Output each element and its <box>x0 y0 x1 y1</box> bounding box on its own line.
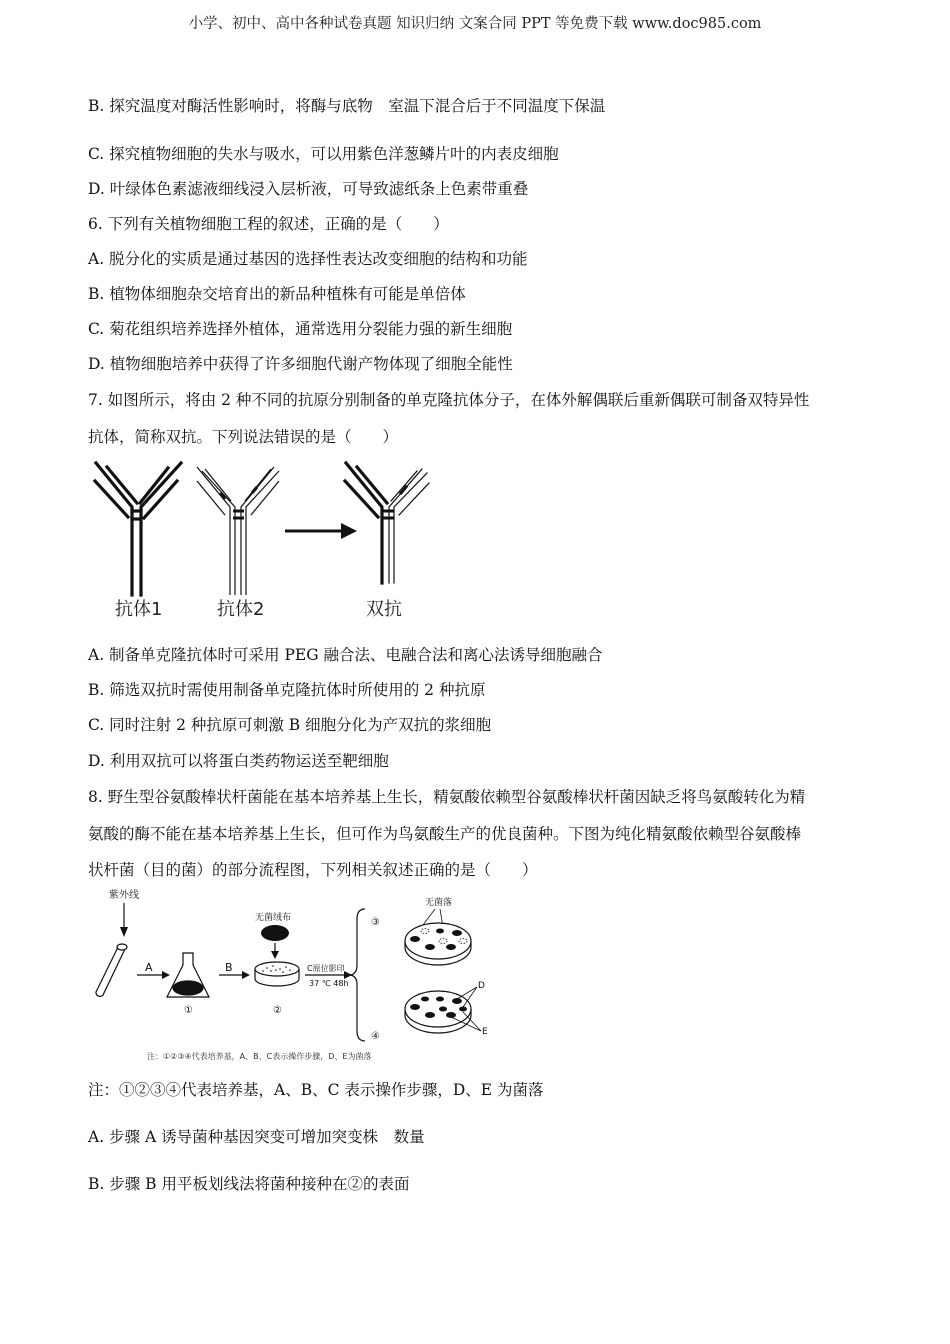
sterile-cloth-label: 无菌绒布 <box>255 913 292 923</box>
option-6b: B. 植物体细胞杂交培育出的新品种植株有可能是单倍体 <box>88 285 466 303</box>
antibody-2-icon <box>197 467 279 595</box>
culture-flow-figure <box>85 885 505 1065</box>
option-5b: B. 探究温度对酶活性影响时，将酶与底物 室温下混合后于不同温度下保温 <box>88 97 606 115</box>
note-line: 注：①②③④代表培养基，A、B、C 表示操作步骤，D、E 为菌落 <box>88 1081 544 1099</box>
question-6: 6. 下列有关植物细胞工程的叙述，正确的是（ ） <box>88 215 449 233</box>
option-5d: D. 叶绿体色素滤液细线浸入层析液，可导致滤纸条上色素带重叠 <box>88 180 529 198</box>
option-8a: A. 步骤 A 诱导菌种基因突变可增加突变株 数量 <box>88 1128 425 1146</box>
option-7c: C. 同时注射 2 种抗原可刺激 B 细胞分化为产双抗的浆细胞 <box>88 716 492 734</box>
medium-1-label: ① <box>184 1005 193 1016</box>
option-6a: A. 脱分化的实质是通过基因的选择性表达改变细胞的结构和功能 <box>88 250 528 268</box>
plate-2-icon <box>255 962 299 986</box>
option-6c: C. 菊花组织培养选择外植体，通常选用分裂能力强的新生细胞 <box>88 320 513 338</box>
question-7-line1: 7. 如图所示，将由 2 种不同的抗原分别制备的单克隆抗体分子，在体外解偶联后重新偶联可制备双特异性 <box>88 391 810 409</box>
step-c-label: C原位影印 <box>307 964 345 973</box>
flask-icon <box>167 953 209 997</box>
velvet-pad-icon <box>261 925 289 941</box>
figure-note: 注：①②③④代表培养基，A、B、C表示操作步骤，D、E为菌落 <box>147 1052 372 1061</box>
bispecific-antibody-icon <box>345 463 429 583</box>
e-label: E <box>482 1027 488 1037</box>
incubation-label: 37 ℃ 48h <box>309 979 349 988</box>
question-8-line2: 氨酸的酶不能在基本培养基上生长，但可作为鸟氨酸生产的优良菌种。下图为纯化精氨酸依赖型谷氨酸棒 <box>88 825 802 843</box>
antibody-1-icon <box>95 463 181 595</box>
arrow-icon <box>285 523 357 539</box>
medium-4-label: ④ <box>371 1031 380 1042</box>
option-5c: C. 探究植物细胞的失水与吸水，可以用紫色洋葱鳞片叶的内表皮细胞 <box>88 145 559 163</box>
option-7d: D. 利用双抗可以将蛋白类药物运送至靶细胞 <box>88 752 389 770</box>
step-b-label: B <box>225 961 233 974</box>
no-colony-label: 无菌落 <box>425 898 453 908</box>
bispecific-label: 双抗 <box>366 599 402 620</box>
question-7-line2: 抗体，简称双抗。下列说法错误的是（ ） <box>88 428 399 446</box>
antibody-2-label: 抗体2 <box>217 599 265 620</box>
medium-2-label: ② <box>273 1005 282 1016</box>
uv-label: 紫外线 <box>109 890 139 901</box>
option-8b: B. 步骤 B 用平板划线法将菌种接种在②的表面 <box>88 1175 410 1193</box>
page-header: 小学、初中、高中各种试卷真题 知识归纳 文案合同 PPT 等免费下载 www.doc985.com <box>188 16 762 32</box>
option-7a: A. 制备单克隆抗体时可采用 PEG 融合法、电融合法和离心法诱导细胞融合 <box>88 646 603 664</box>
medium-3-label: ③ <box>371 917 380 928</box>
antibody-1-label: 抗体1 <box>115 599 163 620</box>
step-a-label: A <box>145 961 153 974</box>
d-label: D <box>478 981 485 991</box>
test-tube-icon <box>96 944 127 996</box>
question-8-line3: 状杆菌（目的菌）的部分流程图，下列相关叙述正确的是（ ） <box>88 861 538 879</box>
option-6d: D. 植物细胞培养中获得了许多细胞代谢产物体现了细胞全能性 <box>88 355 513 373</box>
question-8-line1: 8. 野生型谷氨酸棒状杆菌能在基本培养基上生长，精氨酸依赖型谷氨酸棒状杆菌因缺乏将鸟氨酸转化为精 <box>88 788 806 806</box>
antibody-figure <box>85 455 455 630</box>
option-7b: B. 筛选双抗时需使用制备单克隆抗体时所使用的 2 种抗原 <box>88 681 486 699</box>
